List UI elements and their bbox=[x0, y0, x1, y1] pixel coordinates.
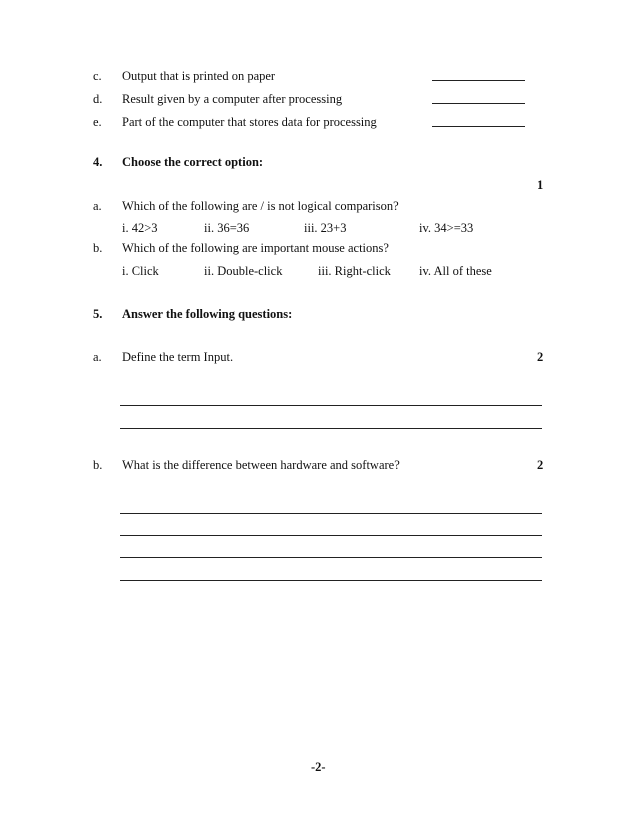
option[interactable]: iii. 23+3 bbox=[304, 221, 347, 235]
item-question: What is the difference between hardware and software? bbox=[122, 458, 400, 472]
item-text: Output that is printed on paper bbox=[122, 69, 276, 83]
marks: 2 bbox=[537, 350, 544, 364]
answer-line[interactable] bbox=[120, 557, 542, 558]
option[interactable]: i. Click bbox=[122, 264, 159, 278]
item-text: Part of the computer that stores data for processing bbox=[122, 115, 377, 129]
question-heading: Answer the following questions: bbox=[122, 307, 293, 321]
option[interactable]: i. 42>3 bbox=[122, 221, 158, 235]
item-letter: b. bbox=[93, 241, 103, 255]
page-number: -2- bbox=[311, 760, 326, 774]
option[interactable]: ii. Double-click bbox=[204, 264, 283, 278]
item-question: Which of the following are / is not logical comparison? bbox=[122, 199, 399, 213]
option[interactable]: iii. Right-click bbox=[318, 264, 391, 278]
item-question: Define the term Input. bbox=[122, 350, 234, 364]
answer-line[interactable] bbox=[120, 405, 542, 406]
answer-line[interactable] bbox=[120, 513, 542, 514]
question-heading: Choose the correct option: bbox=[122, 155, 264, 169]
item-text: Result given by a computer after processing bbox=[122, 92, 343, 106]
answer-blank[interactable] bbox=[432, 103, 525, 104]
item-letter: b. bbox=[93, 458, 103, 472]
answer-blank[interactable] bbox=[432, 80, 525, 81]
item-letter: a. bbox=[93, 350, 102, 364]
item-letter: e. bbox=[93, 115, 102, 129]
marks: 1 bbox=[537, 178, 544, 192]
option[interactable]: iv. All of these bbox=[419, 264, 492, 278]
item-letter: a. bbox=[93, 199, 102, 213]
marks: 2 bbox=[537, 458, 544, 472]
question-number: 5. bbox=[93, 307, 103, 321]
answer-blank[interactable] bbox=[432, 126, 525, 127]
answer-line[interactable] bbox=[120, 428, 542, 429]
item-letter: d. bbox=[93, 92, 103, 106]
question-number: 4. bbox=[93, 155, 103, 169]
item-question: Which of the following are important mouse actions? bbox=[122, 241, 389, 255]
answer-line[interactable] bbox=[120, 580, 542, 581]
answer-line[interactable] bbox=[120, 535, 542, 536]
option[interactable]: ii. 36=36 bbox=[204, 221, 250, 235]
option[interactable]: iv. 34>=33 bbox=[419, 221, 474, 235]
item-letter: c. bbox=[93, 69, 102, 83]
